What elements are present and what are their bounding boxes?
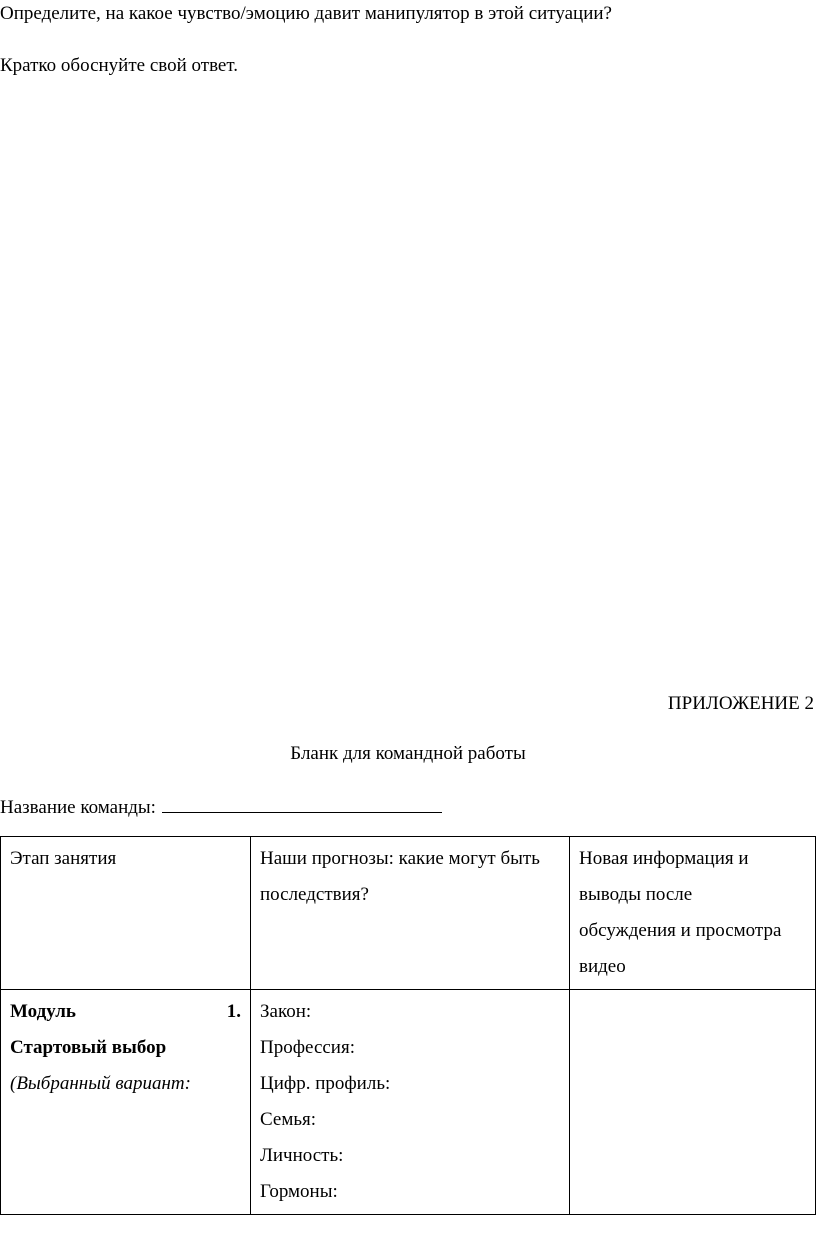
forecast-profession: Профессия: <box>260 1037 355 1058</box>
question-line-1: Определите, на какое чувство/эмоцию давит манипулятор в этой ситуации? <box>0 3 612 24</box>
forecasts-cell[interactable] <box>251 990 570 1215</box>
forecast-family: Семья: <box>260 1109 317 1130</box>
table-row <box>1 990 816 1215</box>
forecast-personality: Личность: <box>260 1145 344 1166</box>
team-name-label: Название команды: <box>0 797 156 818</box>
stage-cell <box>1 990 251 1215</box>
appendix-label: ПРИЛОЖЕНИЕ 2 <box>667 693 814 714</box>
header-forecasts: Наши прогнозы: какие могут быть последствия? <box>251 837 570 990</box>
team-name-blank-line[interactable] <box>162 794 442 813</box>
stage-module-line: Модуль 1. <box>10 1001 241 1022</box>
header-new-info: Новая информация и выводы после обсуждения и просмотра видео <box>570 837 816 990</box>
team-name-row <box>0 794 442 819</box>
stage-note: (Выбранный вариант: <box>10 1073 191 1094</box>
forecast-law: Закон: <box>260 1001 312 1022</box>
table-header-row <box>1 837 816 990</box>
team-work-table <box>0 836 816 1215</box>
forecast-hormones: Гормоны: <box>260 1181 338 1202</box>
forecast-digital-profile: Цифр. профиль: <box>260 1073 391 1094</box>
stage-name: Стартовый выбор <box>10 1037 167 1058</box>
new-info-cell[interactable] <box>570 990 816 1215</box>
question-line-2: Кратко обоснуйте свой ответ. <box>0 55 238 76</box>
header-stage: Этап занятия <box>1 837 251 990</box>
form-title: Бланк для командной работы <box>290 743 526 764</box>
